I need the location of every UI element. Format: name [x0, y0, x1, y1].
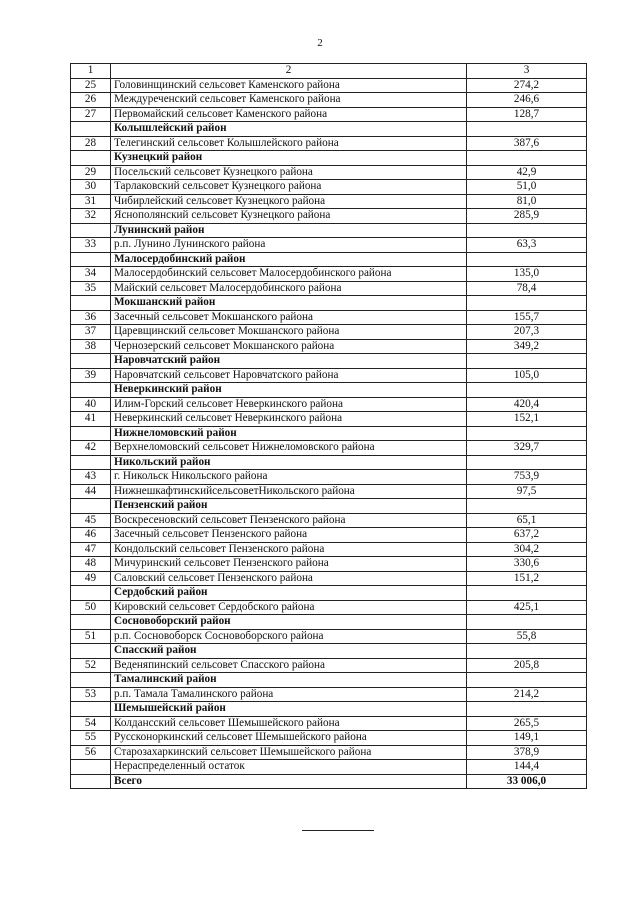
row-number: 32 — [71, 209, 111, 224]
value-cell — [467, 673, 587, 688]
table-row — [71, 93, 587, 108]
table-row — [71, 412, 587, 427]
table-row — [71, 165, 587, 180]
district-header-row — [71, 383, 587, 398]
amount-value: 637,2 — [467, 528, 587, 543]
end-separator-line — [302, 830, 374, 831]
table-row — [71, 528, 587, 543]
settlement-name: Кондольский сельсовет Пензенского района — [111, 542, 467, 557]
row-number-cell — [71, 644, 111, 659]
amount-value: 246,6 — [467, 93, 587, 108]
district-header-row — [71, 615, 587, 630]
table-row — [71, 281, 587, 296]
row-number — [71, 760, 111, 775]
amount-value: 155,7 — [467, 310, 587, 325]
header-col-3: 3 — [467, 64, 587, 79]
row-number-cell — [71, 673, 111, 688]
row-number: 27 — [71, 107, 111, 122]
table-row — [71, 397, 587, 412]
settlement-name: Кировский сельсовет Сердобского района — [111, 600, 467, 615]
district-header-row — [71, 586, 587, 601]
table-row — [71, 180, 587, 195]
settlement-name: Мичуринский сельсовет Пензенского района — [111, 557, 467, 572]
row-number: 29 — [71, 165, 111, 180]
row-number-cell — [71, 223, 111, 238]
amount-value: 304,2 — [467, 542, 587, 557]
amount-value: 105,0 — [467, 368, 587, 383]
row-number-cell — [71, 586, 111, 601]
amount-value: 349,2 — [467, 339, 587, 354]
value-cell — [467, 383, 587, 398]
row-number: 30 — [71, 180, 111, 195]
value-cell — [467, 151, 587, 166]
table-row — [71, 267, 587, 282]
row-number: 36 — [71, 310, 111, 325]
amount-value: 144,4 — [467, 760, 587, 775]
row-number: 53 — [71, 687, 111, 702]
amount-value: 81,0 — [467, 194, 587, 209]
row-number: 52 — [71, 658, 111, 673]
row-number: 40 — [71, 397, 111, 412]
table-row — [71, 470, 587, 485]
table-row — [71, 658, 587, 673]
settlement-name: Царевщинский сельсовет Мокшанского района — [111, 325, 467, 340]
row-number — [71, 774, 111, 789]
settlement-name: г. Никольск Никольского района — [111, 470, 467, 485]
amount-value: 97,5 — [467, 484, 587, 499]
row-number: 55 — [71, 731, 111, 746]
district-name: Кузнецкий район — [111, 151, 467, 166]
settlement-name: Яснополянский сельсовет Кузнецкого района — [111, 209, 467, 224]
district-name: Шемышейский район — [111, 702, 467, 717]
table-row — [71, 484, 587, 499]
amount-value: 128,7 — [467, 107, 587, 122]
district-header-row — [71, 702, 587, 717]
amount-value: 33 006,0 — [467, 774, 587, 789]
row-number: 43 — [71, 470, 111, 485]
amount-value: 55,8 — [467, 629, 587, 644]
row-number: 45 — [71, 513, 111, 528]
settlement-name: Засечный сельсовет Мокшанского района — [111, 310, 467, 325]
amount-value: 51,0 — [467, 180, 587, 195]
amount-value: 205,8 — [467, 658, 587, 673]
settlement-name: Майский сельсовет Малосердобинского района — [111, 281, 467, 296]
value-cell — [467, 223, 587, 238]
table-row — [71, 368, 587, 383]
district-name: Сердобский район — [111, 586, 467, 601]
page-number: 2 — [317, 37, 323, 49]
district-header-row — [71, 673, 587, 688]
row-number: 26 — [71, 93, 111, 108]
settlement-name: Головинщинский сельсовет Каменского района — [111, 78, 467, 93]
settlement-name: Малосердобинский сельсовет Малосердобинского района — [111, 267, 467, 282]
table-row — [71, 557, 587, 572]
table-row — [71, 238, 587, 253]
table-row — [71, 513, 587, 528]
amount-value: 151,2 — [467, 571, 587, 586]
settlement-name: Междуреченский сельсовет Каменского района — [111, 93, 467, 108]
row-number-cell — [71, 354, 111, 369]
district-name: Спасский район — [111, 644, 467, 659]
row-number: 50 — [71, 600, 111, 615]
row-number-cell — [71, 426, 111, 441]
district-name: Сосновоборский район — [111, 615, 467, 630]
row-number-cell — [71, 615, 111, 630]
district-name: Неверкинский район — [111, 383, 467, 398]
district-header-row — [71, 151, 587, 166]
district-header-row — [71, 122, 587, 137]
district-name: Мокшанский район — [111, 296, 467, 311]
settlement-name: Воскресеновский сельсовет Пензенского района — [111, 513, 467, 528]
table-row — [71, 571, 587, 586]
amount-value: 378,9 — [467, 745, 587, 760]
row-number-cell — [71, 702, 111, 717]
row-number: 41 — [71, 412, 111, 427]
row-number-cell — [71, 296, 111, 311]
amount-value: 274,2 — [467, 78, 587, 93]
row-number: 47 — [71, 542, 111, 557]
settlement-name: Старозахаркинский сельсовет Шемышейского района — [111, 745, 467, 760]
table-row — [71, 339, 587, 354]
amount-value: 329,7 — [467, 441, 587, 456]
row-number: 34 — [71, 267, 111, 282]
amount-value: 42,9 — [467, 165, 587, 180]
district-header-row — [71, 426, 587, 441]
row-number: 56 — [71, 745, 111, 760]
row-number: 33 — [71, 238, 111, 253]
district-name: Наровчатский район — [111, 354, 467, 369]
header-col-2: 2 — [111, 64, 467, 79]
table-row — [71, 716, 587, 731]
row-number: 51 — [71, 629, 111, 644]
amount-value: 387,6 — [467, 136, 587, 151]
value-cell — [467, 296, 587, 311]
table-row — [71, 325, 587, 340]
settlement-name: НижнешкафтинскийсельсоветНикольского района — [111, 484, 467, 499]
row-number-cell — [71, 122, 111, 137]
amount-value: 425,1 — [467, 600, 587, 615]
district-header-row — [71, 223, 587, 238]
value-cell — [467, 702, 587, 717]
row-number: 54 — [71, 716, 111, 731]
table-row — [71, 542, 587, 557]
settlement-name: Саловский сельсовет Пензенского района — [111, 571, 467, 586]
table-row — [71, 731, 587, 746]
settlement-name: Засечный сельсовет Пензенского района — [111, 528, 467, 543]
settlement-name: р.п. Тамала Тамалинского района — [111, 687, 467, 702]
district-header-row — [71, 455, 587, 470]
amount-value: 207,3 — [467, 325, 587, 340]
value-cell — [467, 586, 587, 601]
row-number: 25 — [71, 78, 111, 93]
row-number: 37 — [71, 325, 111, 340]
district-header-row — [71, 354, 587, 369]
amount-value: 78,4 — [467, 281, 587, 296]
row-number: 35 — [71, 281, 111, 296]
table-row — [71, 629, 587, 644]
settlement-name: Тарлаковский сельсовет Кузнецкого района — [111, 180, 467, 195]
table-row — [71, 687, 587, 702]
amount-value: 152,1 — [467, 412, 587, 427]
settlement-name: Илим-Горский сельсовет Неверкинского района — [111, 397, 467, 412]
amount-value: 753,9 — [467, 470, 587, 485]
amount-value: 63,3 — [467, 238, 587, 253]
value-cell — [467, 644, 587, 659]
row-number-cell — [71, 499, 111, 514]
table-row — [71, 209, 587, 224]
row-number: 48 — [71, 557, 111, 572]
value-cell — [467, 354, 587, 369]
district-name: Малосердобинский район — [111, 252, 467, 267]
table-row — [71, 310, 587, 325]
settlement-name: р.п. Сосновоборск Сосновоборского района — [111, 629, 467, 644]
row-number-cell — [71, 383, 111, 398]
settlement-name: р.п. Лунино Лунинского района — [111, 238, 467, 253]
settlement-name: Всего — [111, 774, 467, 789]
row-number: 42 — [71, 441, 111, 456]
district-header-row — [71, 252, 587, 267]
value-cell — [467, 426, 587, 441]
amount-value: 265,5 — [467, 716, 587, 731]
row-number-cell — [71, 151, 111, 166]
district-name: Пензенский район — [111, 499, 467, 514]
settlement-name: Чибирлейский сельсовет Кузнецкого района — [111, 194, 467, 209]
district-name: Лунинский район — [111, 223, 467, 238]
amount-value: 420,4 — [467, 397, 587, 412]
table-row — [71, 760, 587, 775]
district-name: Тамалинский район — [111, 673, 467, 688]
settlement-name: Верхнеломовский сельсовет Нижнеломовского района — [111, 441, 467, 456]
district-name: Колышлейский район — [111, 122, 467, 137]
row-number: 38 — [71, 339, 111, 354]
value-cell — [467, 615, 587, 630]
amount-value: 135,0 — [467, 267, 587, 282]
row-number: 31 — [71, 194, 111, 209]
settlement-name: Веденяпинский сельсовет Спасского района — [111, 658, 467, 673]
table-body — [71, 78, 587, 789]
table-row — [71, 136, 587, 151]
value-cell — [467, 455, 587, 470]
settlement-name: Телегинский сельсовет Колышлейского района — [111, 136, 467, 151]
settlement-name: Посельский сельсовет Кузнецкого района — [111, 165, 467, 180]
value-cell — [467, 122, 587, 137]
row-number: 28 — [71, 136, 111, 151]
table-row — [71, 107, 587, 122]
amount-value: 285,9 — [467, 209, 587, 224]
value-cell — [467, 499, 587, 514]
amount-value: 149,1 — [467, 731, 587, 746]
header-col-1: 1 — [71, 64, 111, 79]
settlement-name: Колдансский сельсовет Шемышейского района — [111, 716, 467, 731]
row-number-cell — [71, 455, 111, 470]
district-name: Никольский район — [111, 455, 467, 470]
table-row — [71, 78, 587, 93]
district-name: Нижнеломовский район — [111, 426, 467, 441]
row-number: 39 — [71, 368, 111, 383]
table-row — [71, 441, 587, 456]
settlement-name: Наровчатский сельсовет Наровчатского района — [111, 368, 467, 383]
settlement-name: Руссконоркинский сельсовет Шемышейского района — [111, 731, 467, 746]
total-row — [71, 774, 587, 789]
settlement-name: Неверкинский сельсовет Неверкинского района — [111, 412, 467, 427]
district-header-row — [71, 644, 587, 659]
row-number: 49 — [71, 571, 111, 586]
amount-value: 214,2 — [467, 687, 587, 702]
amount-value: 65,1 — [467, 513, 587, 528]
district-header-row — [71, 296, 587, 311]
row-number-cell — [71, 252, 111, 267]
table-header-row — [71, 64, 587, 79]
settlement-name: Первомайский сельсовет Каменского района — [111, 107, 467, 122]
settlement-name: Чернозерский сельсовет Мокшанского района — [111, 339, 467, 354]
amount-value: 330,6 — [467, 557, 587, 572]
table-row — [71, 745, 587, 760]
table-row — [71, 600, 587, 615]
table-row — [71, 194, 587, 209]
row-number: 46 — [71, 528, 111, 543]
district-header-row — [71, 499, 587, 514]
row-number: 44 — [71, 484, 111, 499]
allocation-table — [70, 63, 587, 789]
settlement-name: Нераспределенный остаток — [111, 760, 467, 775]
value-cell — [467, 252, 587, 267]
